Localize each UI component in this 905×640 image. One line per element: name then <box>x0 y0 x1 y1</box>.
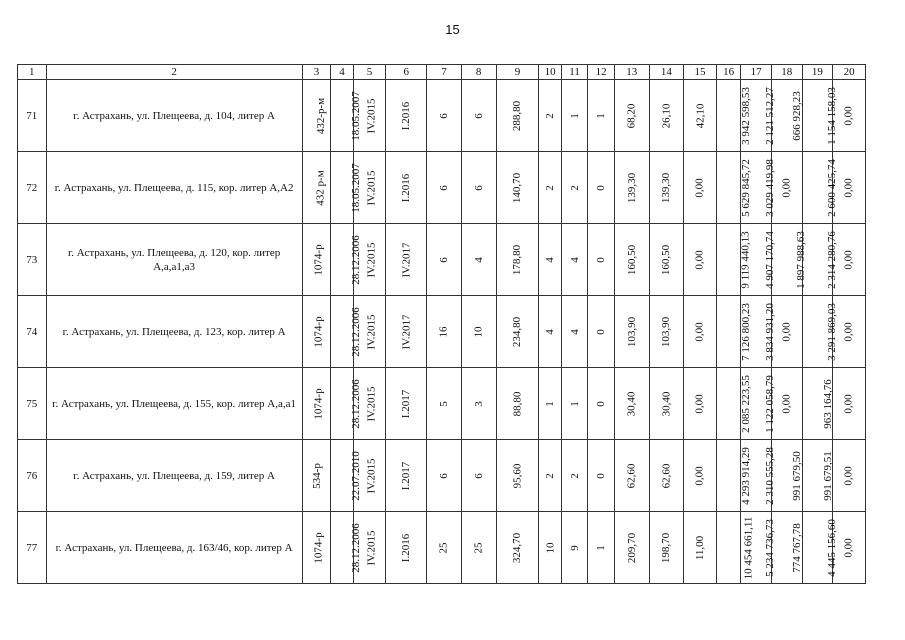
cell-c14 <box>649 368 684 440</box>
cell-c8 <box>461 440 496 512</box>
cell-value: 774 767,78 <box>790 522 803 573</box>
cell-value: 4 <box>544 328 557 335</box>
cell-value: 1 154 158,03 <box>825 86 838 145</box>
cell-value: 4 907 170,74 <box>764 230 777 289</box>
cell-act-date <box>331 152 362 224</box>
cell-value: 2 <box>544 184 557 191</box>
cell-act-date <box>331 80 362 152</box>
cell-c6 <box>386 368 427 440</box>
cell-act-date <box>331 512 362 584</box>
cell-value: 6 <box>437 112 450 119</box>
cell-value: 3 <box>472 400 485 407</box>
cell-c19 <box>802 368 833 440</box>
cell-c11 <box>561 296 588 368</box>
cell-c18 <box>771 296 802 368</box>
cell-value: 4 445 156,60 <box>825 518 838 577</box>
cell-c11 <box>561 368 588 440</box>
cell-c14 <box>649 440 684 512</box>
cell-c7 <box>427 512 462 584</box>
cell-value: 5 <box>437 400 450 407</box>
cell-c10 <box>539 80 561 152</box>
cell-value: 0,00 <box>843 105 856 126</box>
cell-value: 0,00 <box>780 321 793 342</box>
cell-c10 <box>539 368 561 440</box>
cell-c8 <box>461 224 496 296</box>
cell-c18 <box>771 512 802 584</box>
column-header: 3 <box>302 65 331 80</box>
cell-act-date <box>331 296 362 368</box>
cell-value: 0 <box>595 400 608 407</box>
cell-c12 <box>588 296 615 368</box>
cell-c15 <box>684 296 717 368</box>
cell-c19 <box>802 440 833 512</box>
cell-value: 9 <box>568 544 581 551</box>
column-header: 1 <box>18 65 47 80</box>
cell-value: 0,00 <box>780 177 793 198</box>
row-number-cell: 77 <box>18 512 47 584</box>
cell-c9 <box>496 368 539 440</box>
cell-value: 30,40 <box>660 391 673 416</box>
cell-value: 234,80 <box>511 316 524 347</box>
cell-value: 16 <box>437 326 450 337</box>
cell-c7 <box>427 440 462 512</box>
cell-c7 <box>427 224 462 296</box>
cell-c6 <box>386 80 427 152</box>
cell-c12 <box>588 80 615 152</box>
address-cell: г. Астрахань, ул. Плещеева, д. 163/46, кор. литер А <box>46 512 302 584</box>
cell-c20 <box>833 368 866 440</box>
column-header: 6 <box>386 65 427 80</box>
cell-value: IV.2017 <box>400 314 413 349</box>
cell-value: 18.05.2007 <box>350 162 362 213</box>
cell-c8 <box>461 512 496 584</box>
cell-value: 991 679,50 <box>790 450 803 501</box>
cell-value: 11,00 <box>694 535 707 560</box>
cell-value: 139,30 <box>660 172 673 203</box>
table-row <box>18 440 866 512</box>
cell-value: 2 <box>544 472 557 479</box>
cell-value: I.2016 <box>400 101 413 130</box>
cell-value: 1 <box>595 544 608 551</box>
cell-c13 <box>614 296 649 368</box>
address-cell: г. Астрахань, ул. Плещеева, д. 155, кор. литер А,а,а1 <box>46 368 302 440</box>
cell-value: 0,00 <box>843 465 856 486</box>
cell-c9 <box>496 80 539 152</box>
cell-value: 0,00 <box>780 393 793 414</box>
cell-c13 <box>614 440 649 512</box>
cell-value: 0,00 <box>694 465 707 486</box>
cell-value: 10 <box>544 542 557 553</box>
cell-c14 <box>649 80 684 152</box>
cell-value: 2 <box>568 184 581 191</box>
cell-c14 <box>649 296 684 368</box>
cell-value: 6 <box>437 184 450 191</box>
cell-value: 103,90 <box>660 316 673 347</box>
cell-value: IV.2015 <box>365 170 378 205</box>
cell-c13 <box>614 224 649 296</box>
cell-value: 1 897 988,63 <box>794 230 807 289</box>
cell-value: 6 <box>437 256 450 263</box>
cell-value: 28.12.2006 <box>350 522 362 573</box>
row-number-cell: 75 <box>18 368 47 440</box>
cell-value: 4 <box>568 328 581 335</box>
cell-value: 1 <box>568 112 581 119</box>
cell-value: 28.12.2006 <box>350 234 362 285</box>
cell-act-date <box>331 368 362 440</box>
cell-value: 963 164,76 <box>821 378 834 429</box>
table-row <box>18 368 866 440</box>
cell-value: 432-р-м <box>314 97 327 134</box>
cell-c15 <box>684 368 717 440</box>
cell-value: 2 314 280,76 <box>825 230 838 289</box>
cell-value: 160,50 <box>660 244 673 275</box>
cell-c15 <box>684 512 717 584</box>
cell-act-no <box>302 296 331 368</box>
table-row <box>18 296 866 368</box>
cell-value: 0,00 <box>843 393 856 414</box>
cell-value: IV.2015 <box>365 386 378 421</box>
cell-c12 <box>588 152 615 224</box>
housing-register-table <box>17 64 866 584</box>
cell-value: 25 <box>437 542 450 553</box>
cell-value: I.2016 <box>400 533 413 562</box>
cell-c14 <box>649 224 684 296</box>
cell-value: 4 <box>472 256 485 263</box>
cell-c12 <box>588 512 615 584</box>
cell-value: 10 454 661,11 <box>742 516 755 579</box>
cell-value: 0,00 <box>843 249 856 270</box>
table-row <box>18 80 866 152</box>
row-number-cell: 74 <box>18 296 47 368</box>
cell-c18 <box>771 368 802 440</box>
row-number-cell: 72 <box>18 152 47 224</box>
cell-c18 <box>771 80 802 152</box>
address-cell: г. Астрахань, ул. Плещеева, д. 159, литер А <box>46 440 302 512</box>
column-header: 5 <box>353 65 386 80</box>
cell-value: 160,50 <box>625 244 638 275</box>
cell-value: 4 <box>544 256 557 263</box>
cell-c16 <box>716 224 752 296</box>
cell-value: 0 <box>595 184 608 191</box>
cell-c7 <box>427 80 462 152</box>
cell-value: 1 122 058,79 <box>764 374 777 433</box>
cell-value: 6 <box>472 184 485 191</box>
column-header: 14 <box>649 65 684 80</box>
cell-value: 62,60 <box>625 463 638 488</box>
column-header: 12 <box>588 65 615 80</box>
column-header: 17 <box>741 65 772 80</box>
cell-c15 <box>684 80 717 152</box>
cell-c16 <box>716 440 752 512</box>
cell-c9 <box>496 152 539 224</box>
column-header: 8 <box>461 65 496 80</box>
cell-value: I.2017 <box>400 461 413 490</box>
cell-c16 <box>716 368 752 440</box>
cell-value: 6 <box>437 472 450 479</box>
cell-value: 3 029 419,98 <box>764 158 777 217</box>
cell-c16 <box>716 512 755 584</box>
cell-value: 95,60 <box>511 463 524 488</box>
address-cell: г. Астрахань, ул. Плещеева, д. 120, кор. литер А,а,а1,а3 <box>46 224 302 296</box>
cell-value: 6 <box>472 112 485 119</box>
cell-value: 0 <box>595 472 608 479</box>
cell-value: 5 629 845,72 <box>739 158 752 217</box>
cell-value: 1074-р <box>312 387 325 420</box>
column-header: 4 <box>331 65 353 80</box>
cell-value: IV.2017 <box>400 242 413 277</box>
cell-c12 <box>588 224 615 296</box>
cell-value: 0,00 <box>694 321 707 342</box>
cell-c19 <box>802 296 838 368</box>
row-number-cell: 73 <box>18 224 47 296</box>
cell-c10 <box>539 296 561 368</box>
cell-value: 28.12.2006 <box>350 378 362 429</box>
cell-value: IV.2015 <box>365 98 378 133</box>
cell-value: I.2017 <box>400 389 413 418</box>
cell-c8 <box>461 152 496 224</box>
cell-value: 0,00 <box>843 177 856 198</box>
cell-c10 <box>539 224 561 296</box>
cell-act-no <box>302 440 331 512</box>
cell-c18 <box>771 440 802 512</box>
cell-c8 <box>461 80 496 152</box>
cell-value: 3 291 869,03 <box>825 302 838 361</box>
cell-value: 3 834 931,20 <box>764 302 777 361</box>
cell-value: 666 928,23 <box>790 90 803 141</box>
cell-c8 <box>461 296 496 368</box>
cell-value: 9 119 440,13 <box>739 230 752 289</box>
cell-value: IV.2015 <box>365 242 378 277</box>
cell-value: 2 310 555,28 <box>764 446 777 505</box>
column-number-row <box>18 65 866 80</box>
cell-act-no <box>302 512 331 584</box>
cell-c14 <box>649 152 684 224</box>
cell-value: 2 085 223,55 <box>739 374 752 433</box>
cell-c11 <box>561 440 588 512</box>
cell-value: 0 <box>595 328 608 335</box>
cell-value: 28.12.2006 <box>350 306 362 357</box>
cell-value: 534-р <box>310 462 323 489</box>
cell-c9 <box>496 512 539 584</box>
cell-value: 288,80 <box>511 100 524 131</box>
cell-value: 1074-р <box>312 531 325 564</box>
cell-value: 2 <box>568 472 581 479</box>
cell-c15 <box>684 152 717 224</box>
cell-value: 3 942 598,53 <box>739 86 752 145</box>
cell-c13 <box>614 368 649 440</box>
cell-c15 <box>684 224 717 296</box>
cell-value: 0,00 <box>843 537 856 558</box>
cell-c9 <box>496 296 539 368</box>
page-number: 15 <box>445 22 460 37</box>
cell-c19 <box>802 512 838 584</box>
cell-value: 991 679,51 <box>821 450 834 501</box>
column-header: 15 <box>684 65 717 80</box>
cell-value: 25 <box>472 542 485 553</box>
table-row <box>18 152 866 224</box>
cell-c11 <box>561 80 588 152</box>
cell-c6 <box>386 512 427 584</box>
cell-c8 <box>461 368 496 440</box>
cell-c11 <box>561 224 588 296</box>
cell-value: 0,00 <box>694 393 707 414</box>
cell-value: 0 <box>595 256 608 263</box>
cell-value: 30,40 <box>625 391 638 416</box>
cell-act-no <box>302 224 331 296</box>
cell-value: 0,00 <box>694 249 707 270</box>
cell-c19 <box>802 152 838 224</box>
cell-act-date <box>331 224 362 296</box>
column-header: 7 <box>427 65 462 80</box>
address-cell: г. Астрахань, ул. Плещеева, д. 104, литер А <box>46 80 302 152</box>
cell-c10 <box>539 440 561 512</box>
cell-value: 209,70 <box>625 532 638 563</box>
cell-c16 <box>716 152 752 224</box>
column-header: 11 <box>561 65 588 80</box>
cell-c15 <box>684 440 717 512</box>
cell-act-no <box>302 152 331 224</box>
cell-value: 7 126 800,23 <box>739 302 752 361</box>
cell-act-date <box>331 440 362 512</box>
cell-c9 <box>496 224 539 296</box>
cell-value: 1074-р <box>312 315 325 348</box>
cell-value: 1074-р <box>312 243 325 276</box>
cell-c9 <box>496 440 539 512</box>
cell-c16 <box>716 296 752 368</box>
cell-value: 0,00 <box>843 321 856 342</box>
column-header: 9 <box>496 65 539 80</box>
cell-c13 <box>614 80 649 152</box>
row-number-cell: 71 <box>18 80 47 152</box>
address-cell: г. Астрахань, ул. Плещеева, д. 115, кор. литер А,А2 <box>46 152 302 224</box>
column-header: 16 <box>716 65 740 80</box>
cell-value: IV.2015 <box>365 530 378 565</box>
column-header: 19 <box>802 65 833 80</box>
cell-c6 <box>386 440 427 512</box>
cell-value: 68,20 <box>625 103 638 128</box>
cell-value: 140,70 <box>511 172 524 203</box>
cell-value: 2 121 512,27 <box>764 86 777 145</box>
cell-c7 <box>427 152 462 224</box>
cell-c10 <box>539 512 561 584</box>
cell-value: 139,30 <box>625 172 638 203</box>
cell-value: 178,80 <box>511 244 524 275</box>
cell-act-no <box>302 80 331 152</box>
cell-c6 <box>386 224 427 296</box>
cell-value: I.2016 <box>400 173 413 202</box>
column-header: 13 <box>614 65 649 80</box>
cell-c13 <box>614 152 649 224</box>
cell-c10 <box>539 152 561 224</box>
table-row <box>18 224 866 296</box>
address-cell: г. Астрахань, ул. Плещеева, д. 123, кор. литер А <box>46 296 302 368</box>
cell-c7 <box>427 368 462 440</box>
cell-value: 6 <box>472 472 485 479</box>
cell-value: 2 600 425,74 <box>825 158 838 217</box>
column-header: 20 <box>833 65 866 80</box>
cell-value: 1 <box>568 400 581 407</box>
cell-c18 <box>771 152 802 224</box>
cell-c6 <box>386 296 427 368</box>
cell-c7 <box>427 296 462 368</box>
row-number-cell: 76 <box>18 440 47 512</box>
cell-value: IV.2015 <box>365 458 378 493</box>
cell-c16 <box>716 80 752 152</box>
cell-act-no <box>302 368 331 440</box>
cell-value: 432 р-м <box>314 169 327 206</box>
cell-value: 4 <box>568 256 581 263</box>
cell-value: 1 <box>595 112 608 119</box>
cell-value: 198,70 <box>660 532 673 563</box>
cell-value: 103,90 <box>625 316 638 347</box>
table-body <box>18 65 866 584</box>
cell-value: 0,00 <box>694 177 707 198</box>
cell-c14 <box>649 512 684 584</box>
cell-value: 324,70 <box>511 532 524 563</box>
cell-value: 18.05.2007 <box>350 90 362 141</box>
cell-c20 <box>833 440 866 512</box>
cell-value: 62,60 <box>660 463 673 488</box>
cell-c12 <box>588 368 615 440</box>
cell-value: IV.2015 <box>365 314 378 349</box>
column-header: 10 <box>539 65 561 80</box>
cell-value: 1 <box>544 400 557 407</box>
cell-value: 88,80 <box>511 391 524 416</box>
cell-value: 22.07.2010 <box>350 450 362 501</box>
cell-c11 <box>561 512 588 584</box>
cell-c13 <box>614 512 649 584</box>
cell-value: 26,10 <box>660 103 673 128</box>
cell-c19 <box>802 80 838 152</box>
cell-value: 5 234 736,73 <box>764 518 777 577</box>
column-header: 18 <box>771 65 802 80</box>
column-header: 2 <box>46 65 302 80</box>
cell-value: 10 <box>472 326 485 337</box>
cell-value: 42,10 <box>694 103 707 128</box>
cell-c11 <box>561 152 588 224</box>
cell-value: 4 293 914,29 <box>739 446 752 505</box>
cell-c12 <box>588 440 615 512</box>
table-row <box>18 512 866 584</box>
cell-c18 <box>771 224 807 296</box>
cell-c6 <box>386 152 427 224</box>
cell-value: 2 <box>544 112 557 119</box>
